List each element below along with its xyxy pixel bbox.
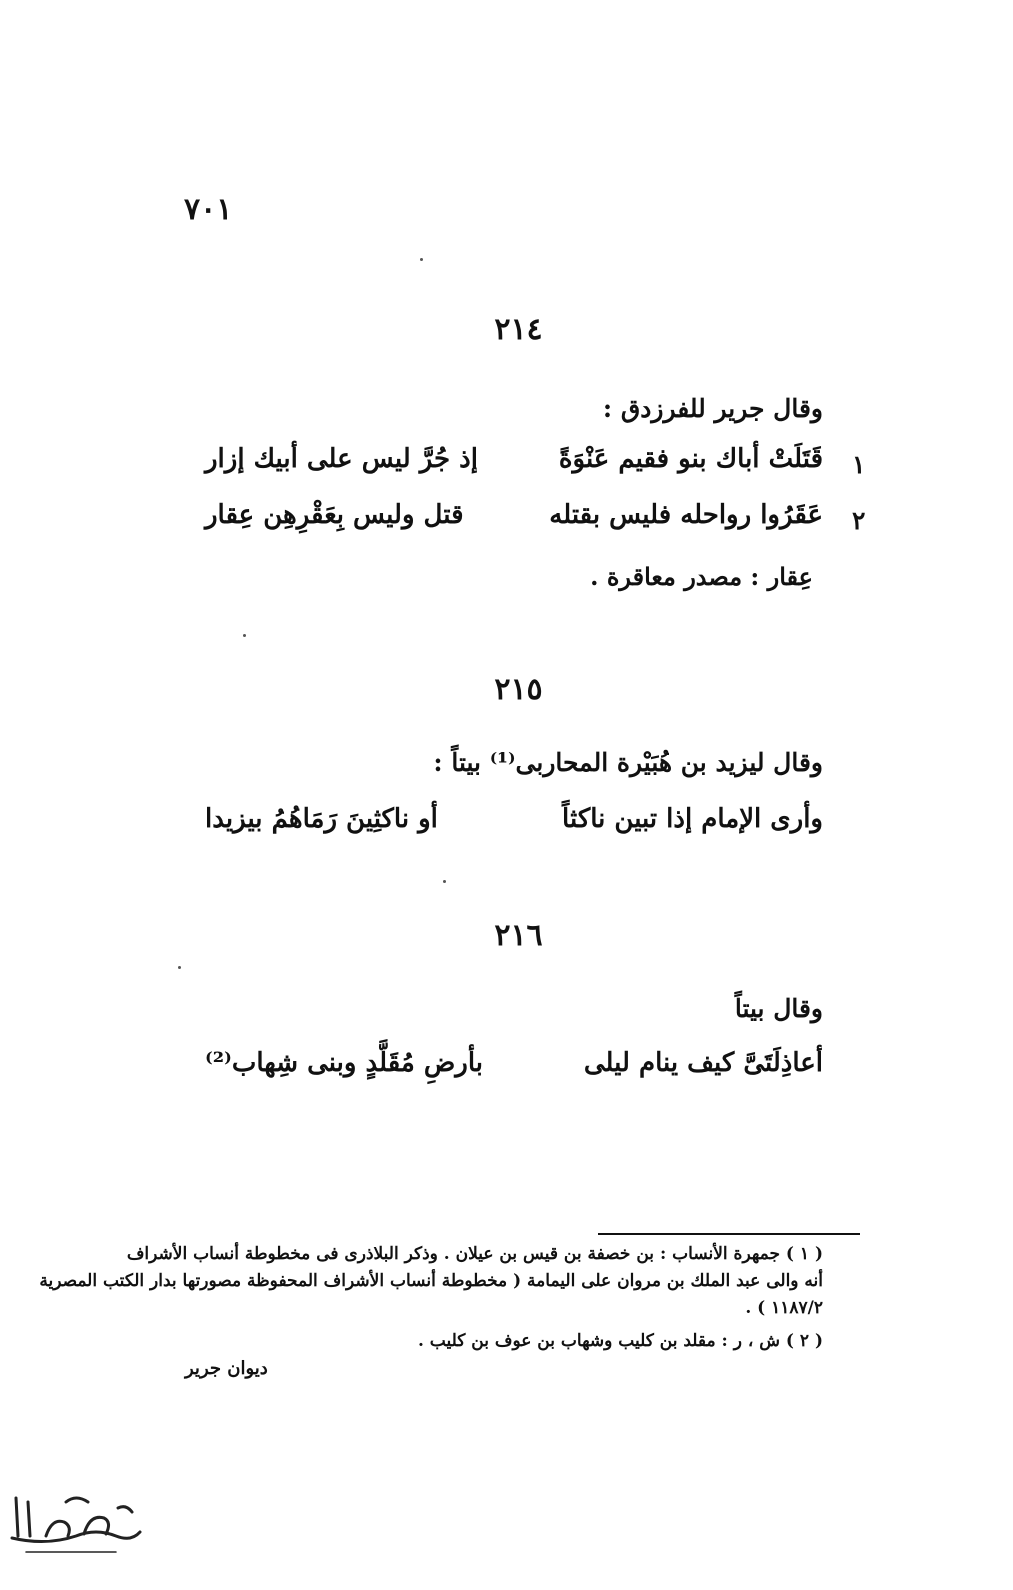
gloss-note: عِقار : مصدر معاقرة . xyxy=(590,562,813,591)
verse-second-hemistich: بأرضِ مُقَلَّدٍ وبنى شِهاب⁽²⁾ xyxy=(205,1048,483,1078)
poem-intro: وقال بيتاً xyxy=(734,994,823,1023)
verse-second-hemistich: أو ناكثِينَ رَمَاهُمُ بيزيدا xyxy=(205,804,438,834)
scan-speck xyxy=(178,966,181,969)
footnote-line: ( ١ ) جمهرة الأنساب : بن خصفة بن قيس بن عيلان . وذكر البلاذرى فى مخطوطة أنساب الأشراف xyxy=(126,1244,823,1264)
verse-first-hemistich: عَقَرُوا رواحله فليس بقتله xyxy=(549,500,823,530)
verse-second-hemistich: إذ جُرَّ ليس على أبيك إزار xyxy=(205,444,478,474)
calligraphy-stamp-icon xyxy=(6,1488,146,1568)
poem-number: ٢١٥ xyxy=(494,672,543,707)
poem-intro: وقال ليزيد بن هُبَيْرة المحاربى⁽¹⁾ بيتاً : xyxy=(433,748,823,777)
verse-number: ٢ xyxy=(852,506,866,535)
poem-intro: وقال جرير للفرزدق : xyxy=(602,394,823,423)
running-book-title: ديوان جرير xyxy=(185,1358,268,1379)
footnote-line: أنه والى عبد الملك بن مروان على اليمامة ( مخطوطة أنساب الأشراف المحفوظة مصورتها بدار الكتب المصرية xyxy=(39,1271,823,1291)
verse-number: ١ xyxy=(852,450,866,479)
page-number: ٧٠١ xyxy=(184,192,233,227)
poem-number: ٢١٦ xyxy=(494,918,543,953)
scan-speck xyxy=(243,634,246,637)
poem-number: ٢١٤ xyxy=(494,312,543,347)
verse-line xyxy=(205,500,823,544)
footnote-divider xyxy=(598,1233,860,1235)
verse-first-hemistich: أعاذِلَتَىَّ كيف ينام ليلى xyxy=(583,1048,823,1078)
scan-speck xyxy=(443,880,446,883)
verse-line xyxy=(205,1048,823,1092)
verse-first-hemistich: وأرى الإمام إذا تبين ناكثاً xyxy=(562,804,823,834)
scan-speck xyxy=(420,258,423,261)
verse-line xyxy=(205,804,823,848)
footnote-line: ( ٢ ) ش ، ر : مقلد بن كليب وشهاب بن عوف بن كليب . xyxy=(417,1331,823,1351)
footnote-line: ١١٨٧/٢ ) . xyxy=(745,1298,823,1318)
verse-first-hemistich: قَتَلَتْ أباك بنو فقيم عَنْوَةً xyxy=(558,444,823,474)
verse-line xyxy=(205,444,823,488)
verse-second-hemistich: قتل وليس بِعَقْرِهِن عِقار xyxy=(205,500,464,530)
